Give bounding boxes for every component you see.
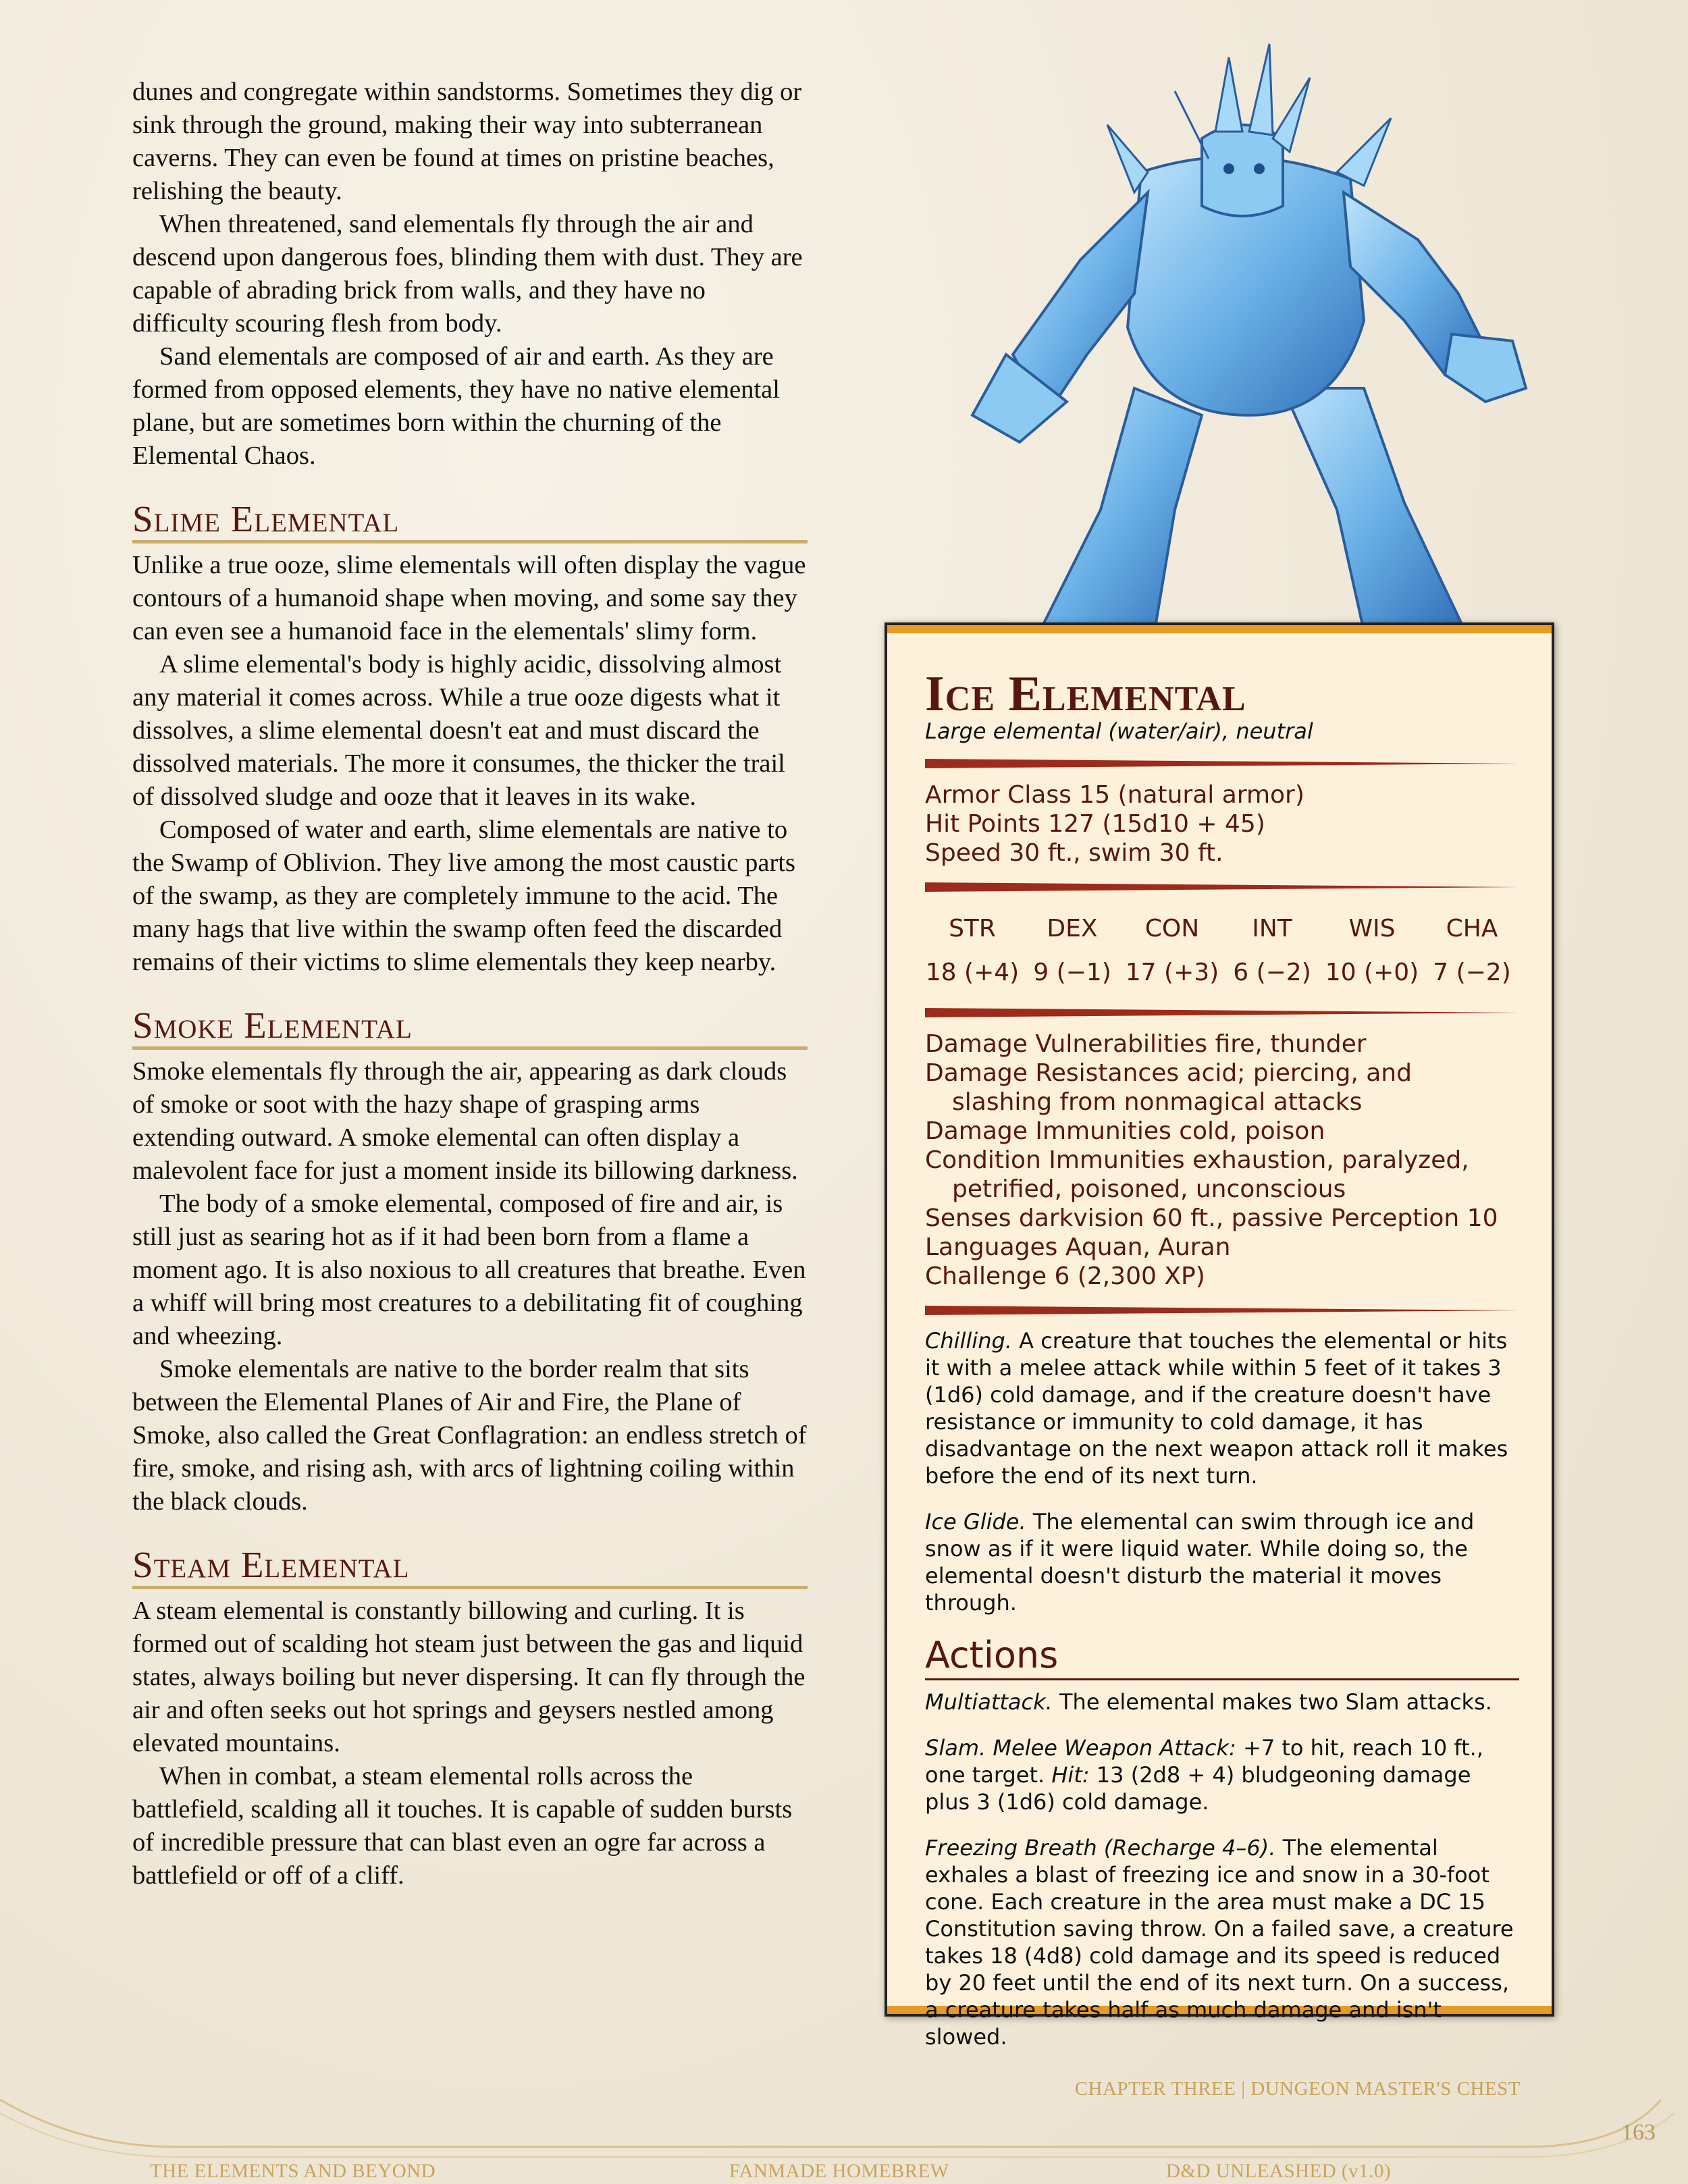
divider xyxy=(925,1008,1519,1017)
paragraph: Smoke elementals fly through the air, appearing as dark clouds of smoke or soot with the hazy shape of grasping arms extending outward. A smoke elemental can often display a malevolent face for just a moment inside its billowing darkness. xyxy=(132,1057,798,1185)
trait-chilling: Chilling. A creature that touches the elemental or hits it with a melee attack while within 5 feet of it takes 3 (1d6) cold damage, and if the creature doesn't have resistance or immunity to cold damage, it has disadvantage on the next weapon attack roll it makes before the end of its next turn. xyxy=(925,1328,1508,1489)
armor-class: Armor Class 15 (natural armor) xyxy=(925,781,1304,809)
paragraph: Sand elementals are composed of air and earth. As they are formed from opposed elements, they have no native elemental plane, but are sometimes born within the churning of the Elemental Chaos. xyxy=(132,342,780,470)
paragraph: Unlike a true ooze, slime elementals will often display the vague contours of a humanoid shape when moving, and some say they can even see a humanoid face in the elementals' slimy form. xyxy=(132,551,806,645)
paragraph: Composed of water and earth, slime elementals are native to the Swamp of Oblivion. They live among the most caustic parts of the swamp, as they are completely immune to the acid. The many hags that live within the swamp often feed the discarded remains of their victims to slime elementals they keep nearby. xyxy=(132,816,795,976)
ability-int: INT 6 (−2) xyxy=(1233,915,1311,986)
paragraph: When in combat, a steam elemental rolls across the battlefield, scalding all it touches. It is capable of sudden bursts of incredible pressure that can blast even an ogre far across a battlefield or off of a cliff. xyxy=(132,1762,793,1890)
action-multiattack: Multiattack. The elemental makes two Slam attacks. xyxy=(925,1689,1492,1715)
paragraph: The body of a smoke elemental, composed of fire and air, is still just as searing hot as if it had been born from a flame a moment ago. It is also noxious to all creatures that breathe. Even a whiff will bring most creatures to a debilitating fit of coughing and wheezing. xyxy=(132,1190,806,1350)
damage-immunities: Damage Immunities cold, poison xyxy=(925,1117,1325,1145)
paragraph: dunes and congregate within sandstorms. Sometimes they dig or sink through the ground, making their way into subterranean caverns. They can even be found at times on pristine beaches, relishing the beauty. xyxy=(132,78,802,205)
footer-center: FANMADE HOMEBREW xyxy=(729,2160,949,2182)
paragraph: When threatened, sand elementals fly through the air and descend upon dangerous foes, blinding them with dust. They are capable of abrading brick from walls, and they have no difficulty scouring flesh from body. xyxy=(132,210,803,338)
ice-elemental-illustration xyxy=(932,37,1607,631)
section-heading-smoke: Smoke Elemental xyxy=(132,1005,808,1050)
section-heading-slime: Slime Elemental xyxy=(132,498,808,543)
speed: Speed 30 ft., swim 30 ft. xyxy=(925,839,1223,867)
section-heading-steam: Steam Elemental xyxy=(132,1544,808,1589)
paragraph: A steam elemental is constantly billowing and curling. It is formed out of scalding hot steam just between the gas and liquid states, always boiling but never dispersing. It can fly through the air and often seeks out hot springs and geysers nestled among elevated mountains. xyxy=(132,1597,806,1757)
paragraph: A slime elemental's body is highly acidic, dissolving almost any material it comes across. While a true ooze digests what it dissolves, a slime elemental doesn't eat and must discard the dissolved materials. The more it consumes, the thicker the trail of dissolved sludge and ooze that it leaves in its wake. xyxy=(132,650,785,811)
action-freezing-breath: Freezing Breath (Recharge 4–6). The elemental exhales a blast of freezing ice and snow in a 30-foot cone. Each creature in the area must make a DC 15 Constitution saving throw. On a failed save, a creature takes 18 (4d8) cold damage and its speed is reduced by 20 feet until the end of its next turn. On a success, a creature takes half as much damage and isn't slowed. xyxy=(925,1835,1514,2050)
actions-heading: Actions xyxy=(925,1635,1519,1680)
chapter-label: CHAPTER THREE | DUNGEON MASTER'S CHEST xyxy=(1074,2078,1521,2100)
senses: Senses darkvision 60 ft., passive Perception 10 xyxy=(925,1204,1498,1232)
ability-str: STR 18 (+4) xyxy=(925,915,1020,986)
ability-scores xyxy=(925,912,1519,993)
divider xyxy=(925,882,1519,892)
page-number: 163 xyxy=(1621,2120,1656,2145)
footer-right: D&D UNLEASHED (v1.0) xyxy=(1166,2160,1391,2182)
footer-left: THE ELEMENTS AND BEYOND xyxy=(150,2160,436,2182)
stat-block xyxy=(885,622,1554,2050)
divider xyxy=(925,1306,1519,1315)
monster-type: Large elemental (water/air), neutral xyxy=(925,718,1313,744)
action-slam: Slam. Melee Weapon Attack: +7 to hit, reach 10 ft., one target. Hit: 13 (2d8 + 4) bludgeoning damage plus 3 (1d6) cold damage. xyxy=(925,1735,1483,1815)
trait-ice-glide: Ice Glide. The elemental can swim through ice and snow as if it were liquid water. While doing so, the elemental doesn't disturb the material it moves through. xyxy=(925,1509,1475,1616)
ability-dex: DEX 9 (−1) xyxy=(1033,915,1111,986)
divider xyxy=(925,759,1519,768)
paragraph: Smoke elementals are native to the border realm that sits between the Elemental Planes of Air and Fire, the Plane of Smoke, also called the Great Conflagration: an endless stretch of fire, smoke, and rising ash, with arcs of lightning coiling within the black clouds. xyxy=(132,1355,807,1516)
hit-points: Hit Points 127 (15d10 + 45) xyxy=(925,810,1265,838)
monster-name: Ice Elemental xyxy=(925,666,1246,722)
challenge: Challenge 6 (2,300 XP) xyxy=(925,1262,1205,1290)
condition-immunities: Condition Immunities exhaustion, paralyzed, petrified, poisoned, unconscious xyxy=(925,1146,1469,1203)
page-footer xyxy=(0,2059,1688,2184)
ability-wis: WIS 10 (+0) xyxy=(1325,915,1419,986)
ability-con: CON 17 (+3) xyxy=(1125,915,1219,986)
ability-cha: CHA 7 (−2) xyxy=(1433,915,1511,986)
damage-resistances: Damage Resistances acid; piercing, and slashing from nonmagical attacks xyxy=(925,1059,1412,1116)
damage-vulnerabilities: Damage Vulnerabilities fire, thunder xyxy=(925,1030,1367,1058)
left-column xyxy=(132,76,808,1892)
languages: Languages Aquan, Auran xyxy=(925,1233,1231,1261)
